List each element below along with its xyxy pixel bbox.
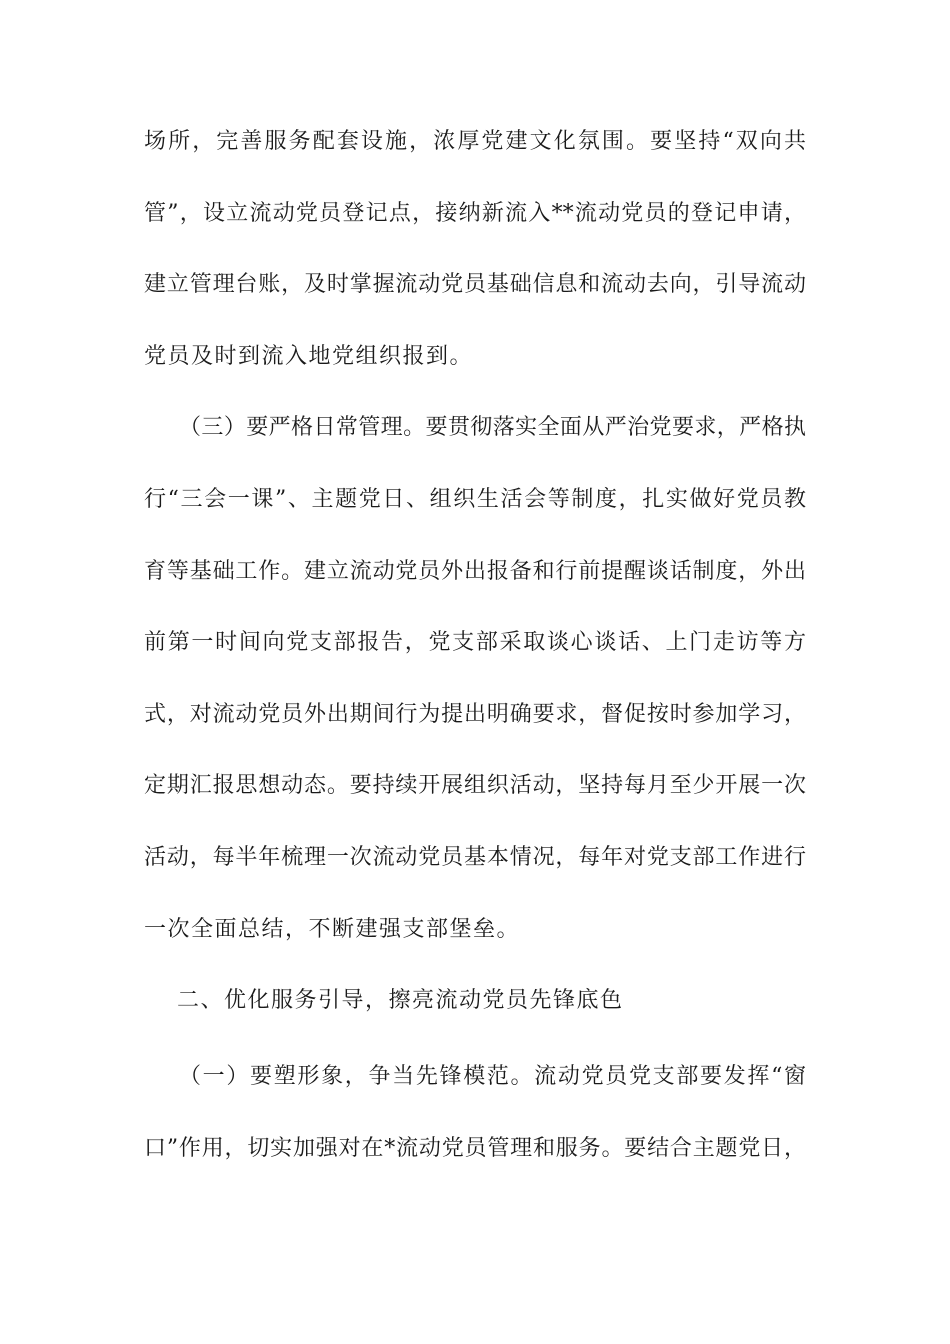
subsection-3-first-line: （三）要严格日常管理。要贯彻落实全面从严治党要求，严格执 (179, 415, 806, 441)
document-page (144, 123, 806, 1201)
paragraph-line: 场所，完善服务配套设施，浓厚党建文化氛围。要坚持“双向共 (144, 129, 806, 154)
paragraph-line: 口”作用，切实加强对在*流动党员管理和服务。要结合主题党日， (144, 1135, 806, 1161)
paragraph-line: 建立管理台账，及时掌握流动党员基础信息和流动去向，引导流动 (144, 272, 806, 298)
paragraph-line: 前第一时间向党支部报告，党支部采取谈心谈话、上门走访等方 (144, 630, 806, 656)
subsection-1-first-line: （一）要塑形象，争当先锋模范。流动党员党支部要发挥“窗 (179, 1064, 806, 1090)
paragraph-line: 活动，每半年梳理一次流动党员基本情况，每年对党支部工作进行 (144, 844, 806, 870)
paragraph-line: 管”，设立流动党员登记点，接纳新流入**流动党员的登记申请， (144, 200, 806, 226)
paragraph-line: 式，对流动党员外出期间行为提出明确要求，督促按时参加学习， (144, 701, 806, 727)
paragraph-line: 育等基础工作。建立流动党员外出报备和行前提醒谈话制度，外出 (144, 558, 806, 584)
paragraph-line: 行“三会一课”、主题党日、组织生活会等制度，扎实做好党员教 (144, 486, 806, 512)
section-heading-2: 二、优化服务引导，擦亮流动党员先锋底色 (177, 988, 624, 1014)
paragraph-line: 定期汇报思想动态。要持续开展组织活动，坚持每月至少开展一次 (144, 773, 806, 799)
paragraph-line: 一次全面总结，不断建强支部堡垒。 (144, 916, 521, 942)
paragraph-line: 党员及时到流入地党组织报到。 (144, 343, 474, 369)
